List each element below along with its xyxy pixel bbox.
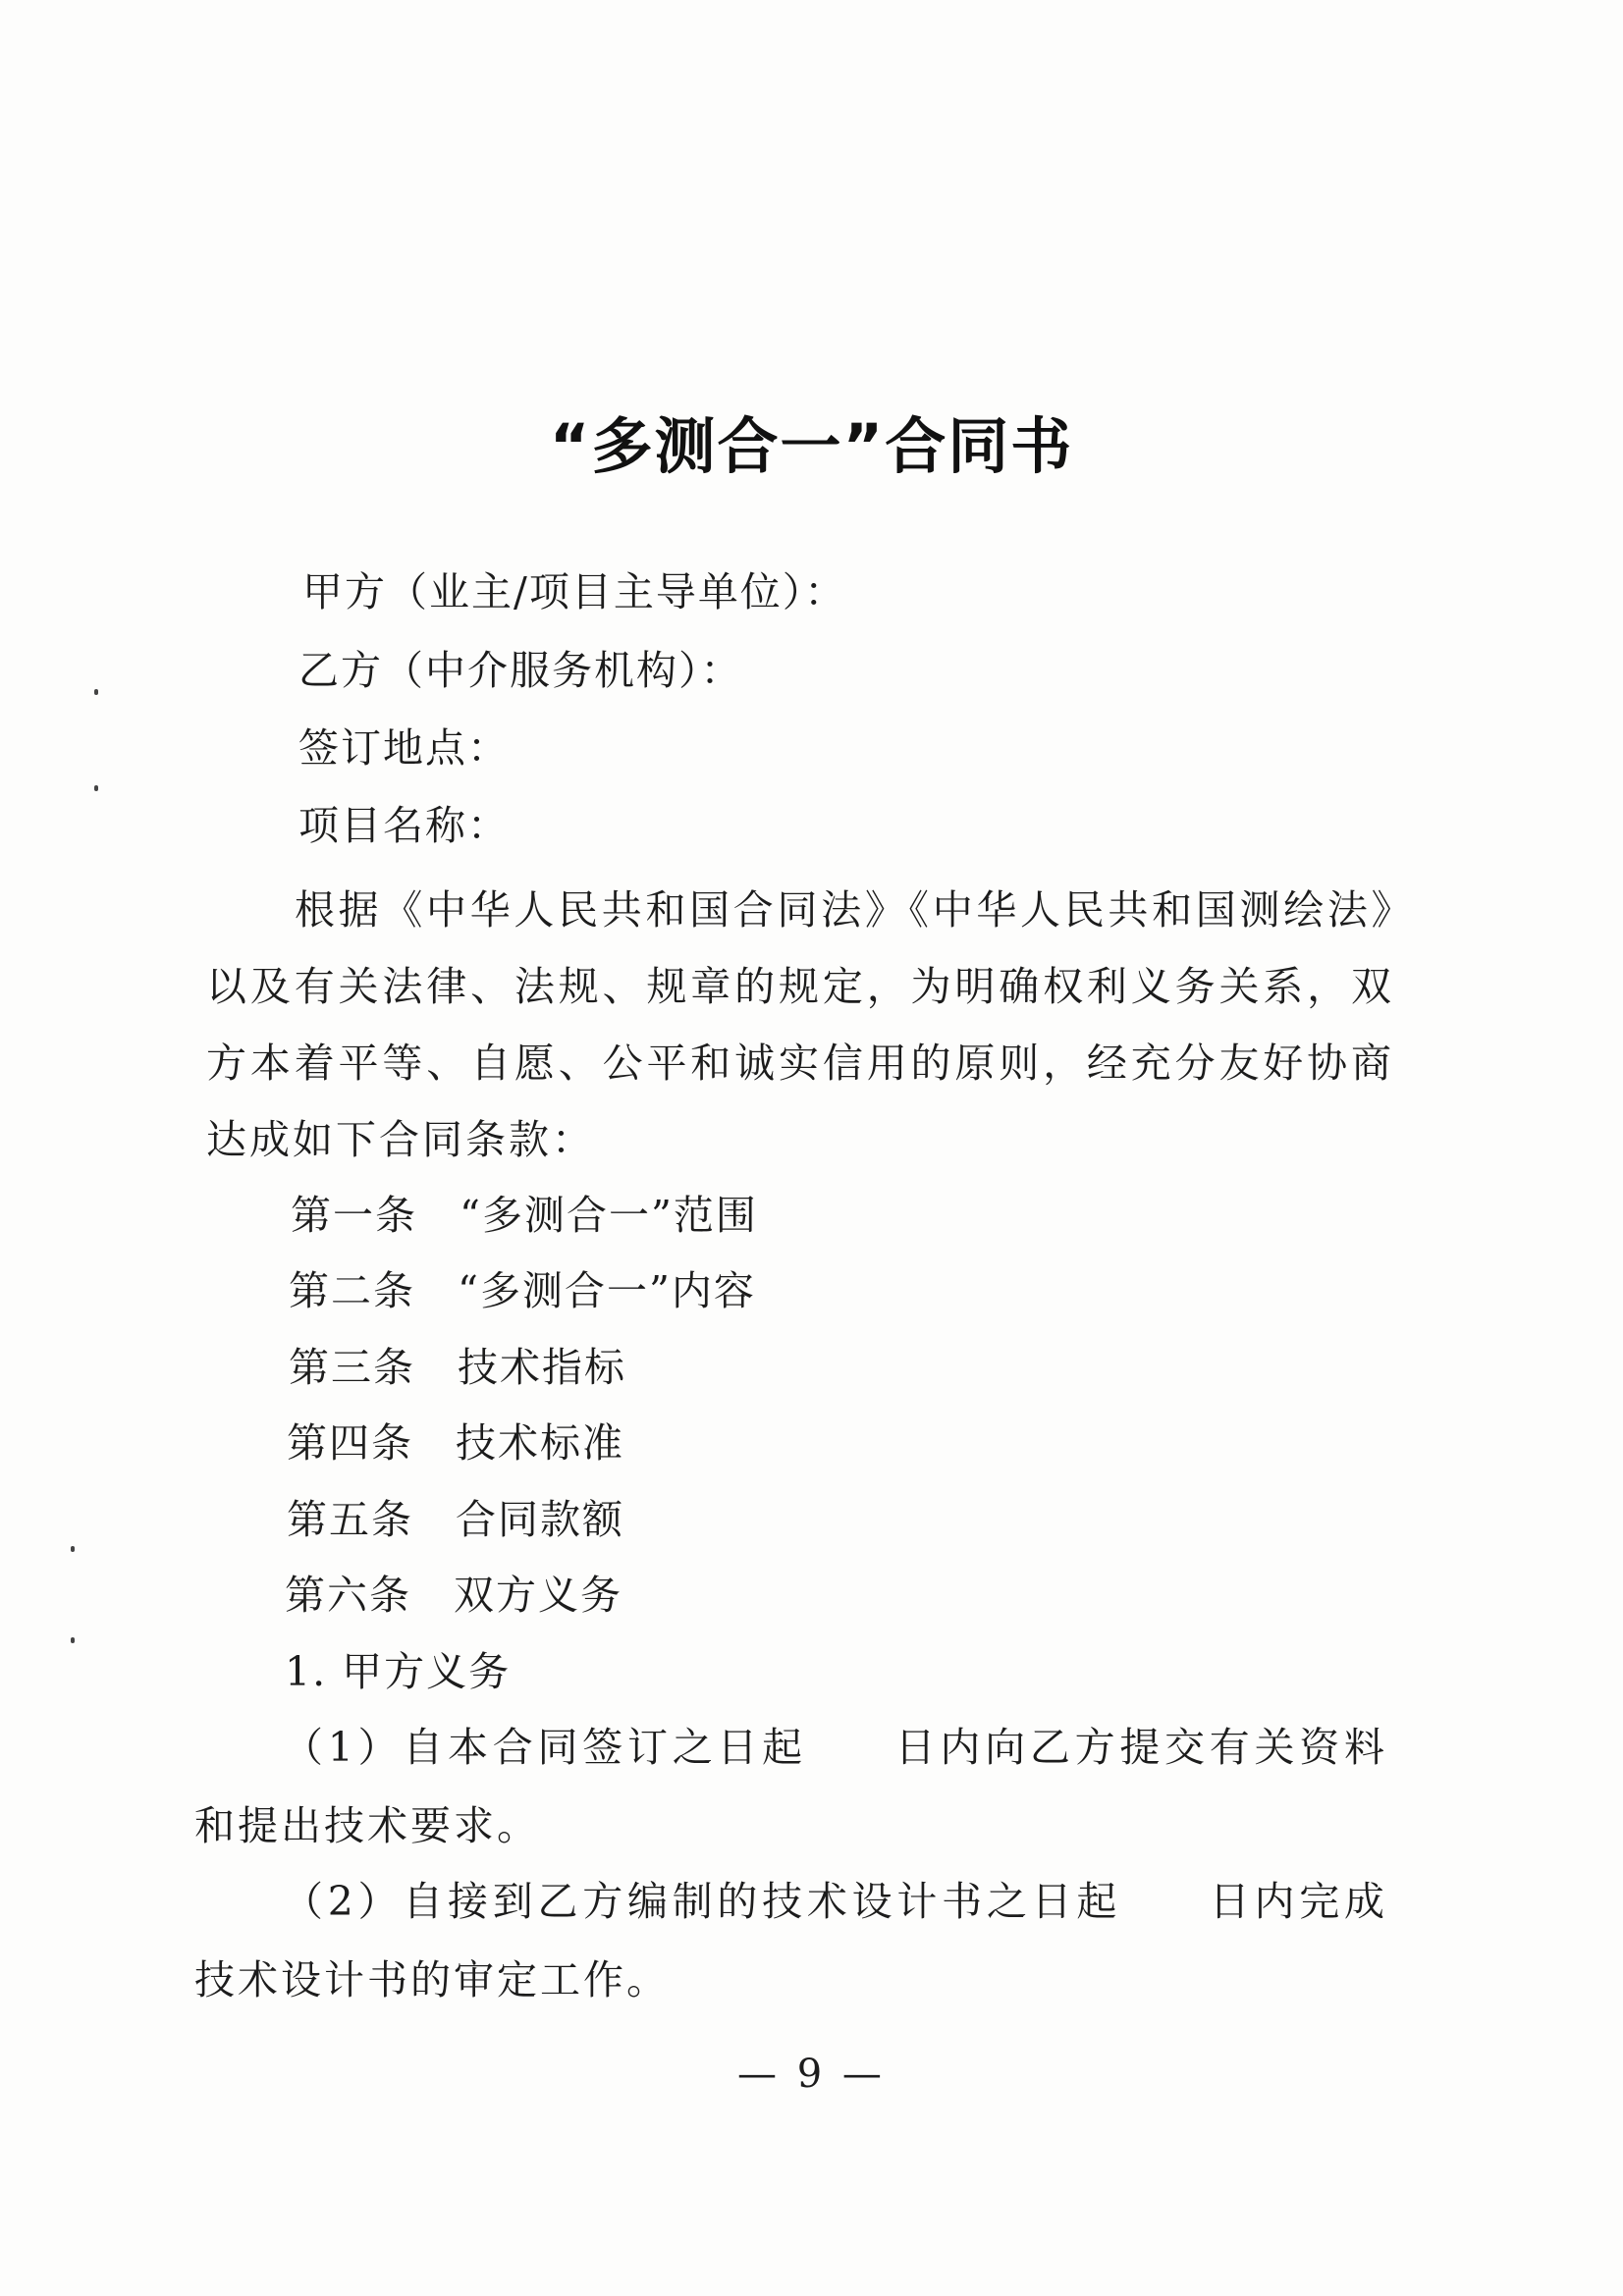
item-text-after-blank: 日内向乙方提交有关资料和提出技术要求。 bbox=[194, 1724, 1387, 1849]
article-title: 双方义务 bbox=[454, 1572, 622, 1619]
field-party-b: 乙方（中介服务机构）： bbox=[298, 647, 743, 694]
article-number: 第三条 bbox=[289, 1344, 415, 1391]
article-1 bbox=[291, 1191, 758, 1240]
preamble-paragraph: 根据《中华人民共和国合同法》《中华人民共和国测绘法》以及有关法律、法规、规章的规定，为明确权利义务关系，双方本着平等、自愿、公平和诚实信用的原则，经充分友好协商达成如下合同条款： bbox=[206, 886, 1394, 1163]
field-project-name: 项目名称： bbox=[298, 802, 510, 849]
article-number: 第六条 bbox=[285, 1572, 411, 1619]
page-number: — 9 — bbox=[737, 2052, 886, 2097]
scan-speck bbox=[71, 1637, 75, 1643]
item-text-after-blank: 日内完成技术设计书的审定工作。 bbox=[194, 1878, 1388, 2003]
item-text-before-blank: （2）自接到乙方编制的技术设计书之日起 bbox=[283, 1878, 1122, 1925]
article-6 bbox=[285, 1571, 622, 1620]
obligation-item-2 bbox=[194, 1862, 1387, 2019]
article-title: 合同款额 bbox=[456, 1496, 624, 1543]
article-5 bbox=[287, 1495, 624, 1544]
item-text-before-blank: （1）自本合同签订之日起 bbox=[283, 1724, 807, 1771]
subsection-party-a-obligations: 1. 甲方义务 bbox=[285, 1648, 512, 1695]
obligation-item-1 bbox=[194, 1708, 1387, 1865]
scan-speck bbox=[94, 785, 98, 791]
article-number: 第一条 bbox=[291, 1192, 417, 1239]
article-number: 第二条 bbox=[289, 1267, 415, 1314]
scan-speck bbox=[94, 689, 98, 695]
document-title: “多测合一”合同书 bbox=[549, 410, 1074, 482]
article-title: 技术标准 bbox=[456, 1419, 624, 1467]
article-number: 第四条 bbox=[287, 1419, 413, 1467]
article-3 bbox=[289, 1343, 626, 1392]
article-title: 技术指标 bbox=[458, 1344, 626, 1391]
scan-speck bbox=[71, 1546, 75, 1552]
article-title: “多测合一”内容 bbox=[458, 1267, 756, 1314]
field-party-a: 甲方（业主/项目主导单位）： bbox=[302, 568, 847, 615]
article-title: “多测合一”范围 bbox=[460, 1192, 758, 1239]
article-4 bbox=[287, 1418, 624, 1468]
article-2 bbox=[289, 1266, 756, 1315]
field-signing-place: 签订地点： bbox=[298, 724, 510, 772]
article-number: 第五条 bbox=[287, 1496, 413, 1543]
